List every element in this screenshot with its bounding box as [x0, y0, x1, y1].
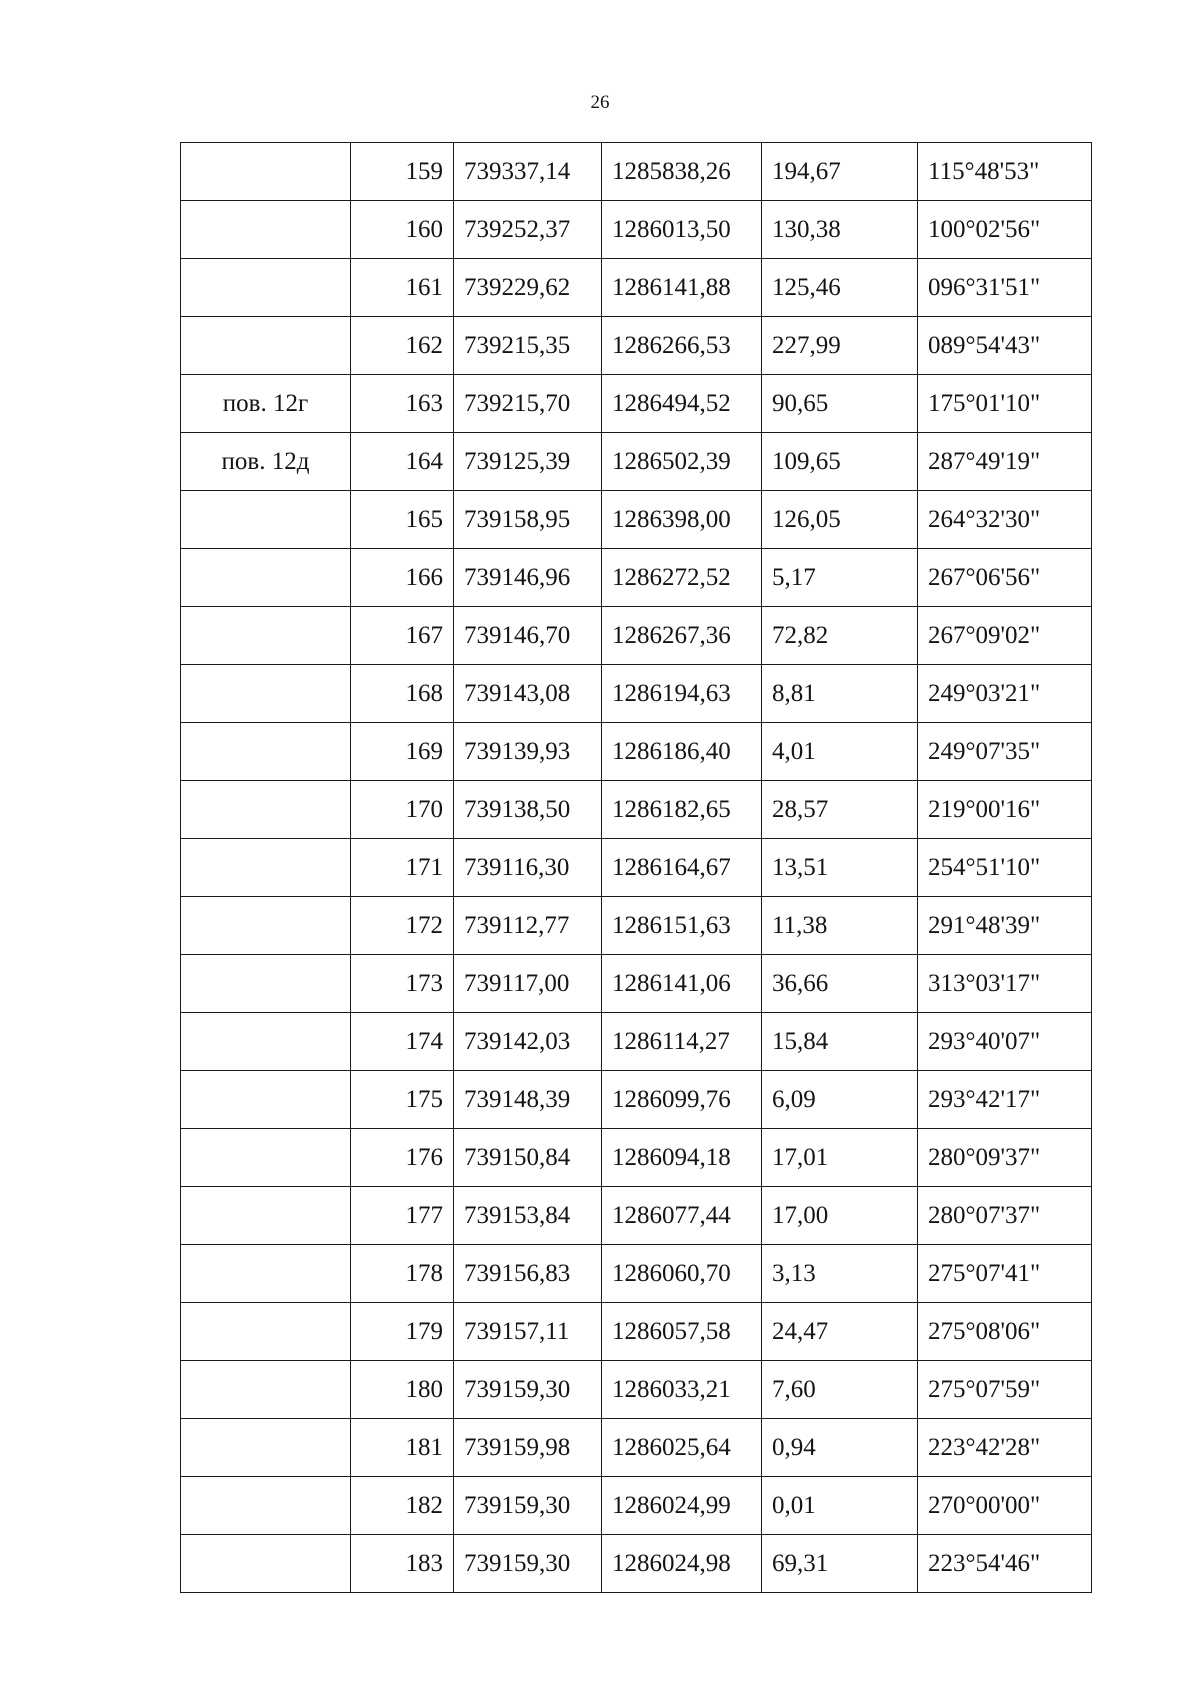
distance-cell: 4,01 [762, 723, 918, 781]
y-coordinate-cell: 1286024,98 [602, 1535, 762, 1593]
y-coordinate-cell: 1286186,40 [602, 723, 762, 781]
distance-cell: 15,84 [762, 1013, 918, 1071]
distance-cell: 125,46 [762, 259, 918, 317]
y-coordinate-cell: 1286141,06 [602, 955, 762, 1013]
direction-angle-cell: 280°07'37" [918, 1187, 1092, 1245]
point-number-cell: 179 [351, 1303, 454, 1361]
y-coordinate-cell: 1286057,58 [602, 1303, 762, 1361]
point-number-cell: 173 [351, 955, 454, 1013]
point-number-cell: 168 [351, 665, 454, 723]
distance-cell: 24,47 [762, 1303, 918, 1361]
direction-angle-cell: 293°40'07" [918, 1013, 1092, 1071]
x-coordinate-cell: 739142,03 [454, 1013, 602, 1071]
turn-label-cell [181, 1245, 351, 1303]
turn-label-cell [181, 549, 351, 607]
x-coordinate-cell: 739157,11 [454, 1303, 602, 1361]
table-row [181, 723, 1092, 781]
y-coordinate-cell: 1286141,88 [602, 259, 762, 317]
table-row [181, 317, 1092, 375]
direction-angle-cell: 254°51'10" [918, 839, 1092, 897]
x-coordinate-cell: 739138,50 [454, 781, 602, 839]
point-number-cell: 180 [351, 1361, 454, 1419]
x-coordinate-cell: 739143,08 [454, 665, 602, 723]
x-coordinate-cell: 739215,35 [454, 317, 602, 375]
page-number: 26 [590, 92, 610, 113]
point-number-cell: 182 [351, 1477, 454, 1535]
x-coordinate-cell: 739117,00 [454, 955, 602, 1013]
x-coordinate-cell: 739153,84 [454, 1187, 602, 1245]
y-coordinate-cell: 1286398,00 [602, 491, 762, 549]
distance-cell: 36,66 [762, 955, 918, 1013]
turn-label-cell [181, 1187, 351, 1245]
direction-angle-cell: 100°02'56" [918, 201, 1092, 259]
x-coordinate-cell: 739159,30 [454, 1535, 602, 1593]
point-number-cell: 162 [351, 317, 454, 375]
turn-label-cell [181, 607, 351, 665]
turn-label-cell [181, 665, 351, 723]
direction-angle-cell: 267°09'02" [918, 607, 1092, 665]
turn-label-cell [181, 1477, 351, 1535]
x-coordinate-cell: 739146,96 [454, 549, 602, 607]
table-row [181, 259, 1092, 317]
point-number-cell: 161 [351, 259, 454, 317]
distance-cell: 6,09 [762, 1071, 918, 1129]
x-coordinate-cell: 739150,84 [454, 1129, 602, 1187]
y-coordinate-cell: 1286272,52 [602, 549, 762, 607]
x-coordinate-cell: 739112,77 [454, 897, 602, 955]
turn-label-cell [181, 317, 351, 375]
y-coordinate-cell: 1286151,63 [602, 897, 762, 955]
distance-cell: 8,81 [762, 665, 918, 723]
y-coordinate-cell: 1285838,26 [602, 143, 762, 201]
direction-angle-cell: 275°07'41" [918, 1245, 1092, 1303]
x-coordinate-cell: 739116,30 [454, 839, 602, 897]
table-row [181, 665, 1092, 723]
point-number-cell: 159 [351, 143, 454, 201]
coordinates-table [180, 142, 1092, 1593]
y-coordinate-cell: 1286060,70 [602, 1245, 762, 1303]
turn-label-cell [181, 839, 351, 897]
direction-angle-cell: 249°03'21" [918, 665, 1092, 723]
distance-cell: 0,94 [762, 1419, 918, 1477]
turn-label-cell [181, 1535, 351, 1593]
y-coordinate-cell: 1286077,44 [602, 1187, 762, 1245]
y-coordinate-cell: 1286025,64 [602, 1419, 762, 1477]
direction-angle-cell: 275°08'06" [918, 1303, 1092, 1361]
table-row [181, 1303, 1092, 1361]
point-number-cell: 177 [351, 1187, 454, 1245]
distance-cell: 3,13 [762, 1245, 918, 1303]
x-coordinate-cell: 739125,39 [454, 433, 602, 491]
distance-cell: 11,38 [762, 897, 918, 955]
y-coordinate-cell: 1286266,53 [602, 317, 762, 375]
turn-label-cell [181, 781, 351, 839]
turn-label-cell [181, 259, 351, 317]
turn-label-cell [181, 491, 351, 549]
point-number-cell: 181 [351, 1419, 454, 1477]
distance-cell: 69,31 [762, 1535, 918, 1593]
point-number-cell: 170 [351, 781, 454, 839]
distance-cell: 0,01 [762, 1477, 918, 1535]
point-number-cell: 164 [351, 433, 454, 491]
turn-label-cell [181, 955, 351, 1013]
point-number-cell: 160 [351, 201, 454, 259]
y-coordinate-cell: 1286024,99 [602, 1477, 762, 1535]
table-row [181, 607, 1092, 665]
x-coordinate-cell: 739158,95 [454, 491, 602, 549]
x-coordinate-cell: 739148,39 [454, 1071, 602, 1129]
direction-angle-cell: 280°09'37" [918, 1129, 1092, 1187]
direction-angle-cell: 293°42'17" [918, 1071, 1092, 1129]
turn-label-cell: пов. 12г [181, 375, 351, 433]
table-row [181, 549, 1092, 607]
table-row [181, 1477, 1092, 1535]
point-number-cell: 178 [351, 1245, 454, 1303]
table-row [181, 1013, 1092, 1071]
coordinates-table-body [181, 143, 1092, 1593]
y-coordinate-cell: 1286033,21 [602, 1361, 762, 1419]
distance-cell: 90,65 [762, 375, 918, 433]
turn-label-cell [181, 1361, 351, 1419]
turn-label-cell [181, 1071, 351, 1129]
x-coordinate-cell: 739159,98 [454, 1419, 602, 1477]
point-number-cell: 171 [351, 839, 454, 897]
direction-angle-cell: 249°07'35" [918, 723, 1092, 781]
direction-angle-cell: 264°32'30" [918, 491, 1092, 549]
point-number-cell: 175 [351, 1071, 454, 1129]
distance-cell: 28,57 [762, 781, 918, 839]
y-coordinate-cell: 1286099,76 [602, 1071, 762, 1129]
turn-label-cell [181, 897, 351, 955]
point-number-cell: 172 [351, 897, 454, 955]
direction-angle-cell: 287°49'19" [918, 433, 1092, 491]
point-number-cell: 166 [351, 549, 454, 607]
point-number-cell: 174 [351, 1013, 454, 1071]
turn-label-cell [181, 1013, 351, 1071]
table-row [181, 201, 1092, 259]
point-number-cell: 169 [351, 723, 454, 781]
x-coordinate-cell: 739215,70 [454, 375, 602, 433]
point-number-cell: 167 [351, 607, 454, 665]
y-coordinate-cell: 1286267,36 [602, 607, 762, 665]
table-row [181, 1535, 1092, 1593]
turn-label-cell [181, 723, 351, 781]
distance-cell: 194,67 [762, 143, 918, 201]
turn-label-cell [181, 143, 351, 201]
direction-angle-cell: 270°00'00" [918, 1477, 1092, 1535]
table-row [181, 1245, 1092, 1303]
point-number-cell: 176 [351, 1129, 454, 1187]
x-coordinate-cell: 739229,62 [454, 259, 602, 317]
turn-label-cell [181, 1419, 351, 1477]
distance-cell: 13,51 [762, 839, 918, 897]
direction-angle-cell: 219°00'16" [918, 781, 1092, 839]
table-row [181, 143, 1092, 201]
distance-cell: 72,82 [762, 607, 918, 665]
table-row [181, 1071, 1092, 1129]
turn-label-cell [181, 1303, 351, 1361]
y-coordinate-cell: 1286013,50 [602, 201, 762, 259]
point-number-cell: 183 [351, 1535, 454, 1593]
distance-cell: 109,65 [762, 433, 918, 491]
distance-cell: 126,05 [762, 491, 918, 549]
x-coordinate-cell: 739139,93 [454, 723, 602, 781]
x-coordinate-cell: 739159,30 [454, 1361, 602, 1419]
direction-angle-cell: 291°48'39" [918, 897, 1092, 955]
table-row [181, 1187, 1092, 1245]
distance-cell: 227,99 [762, 317, 918, 375]
turn-label-cell [181, 1129, 351, 1187]
y-coordinate-cell: 1286114,27 [602, 1013, 762, 1071]
point-number-cell: 163 [351, 375, 454, 433]
point-number-cell: 165 [351, 491, 454, 549]
y-coordinate-cell: 1286494,52 [602, 375, 762, 433]
table-row [181, 1361, 1092, 1419]
direction-angle-cell: 223°42'28" [918, 1419, 1092, 1477]
x-coordinate-cell: 739337,14 [454, 143, 602, 201]
y-coordinate-cell: 1286182,65 [602, 781, 762, 839]
turn-label-cell [181, 201, 351, 259]
direction-angle-cell: 223°54'46" [918, 1535, 1092, 1593]
direction-angle-cell: 089°54'43" [918, 317, 1092, 375]
distance-cell: 130,38 [762, 201, 918, 259]
turn-label-cell: пов. 12д [181, 433, 351, 491]
distance-cell: 5,17 [762, 549, 918, 607]
direction-angle-cell: 115°48'53" [918, 143, 1092, 201]
y-coordinate-cell: 1286194,63 [602, 665, 762, 723]
table-row [181, 1419, 1092, 1477]
x-coordinate-cell: 739252,37 [454, 201, 602, 259]
table-row [181, 433, 1092, 491]
y-coordinate-cell: 1286094,18 [602, 1129, 762, 1187]
x-coordinate-cell: 739159,30 [454, 1477, 602, 1535]
table-row [181, 375, 1092, 433]
table-row [181, 955, 1092, 1013]
direction-angle-cell: 275°07'59" [918, 1361, 1092, 1419]
y-coordinate-cell: 1286502,39 [602, 433, 762, 491]
x-coordinate-cell: 739156,83 [454, 1245, 602, 1303]
y-coordinate-cell: 1286164,67 [602, 839, 762, 897]
direction-angle-cell: 313°03'17" [918, 955, 1092, 1013]
direction-angle-cell: 096°31'51" [918, 259, 1092, 317]
table-row [181, 491, 1092, 549]
table-row [181, 781, 1092, 839]
direction-angle-cell: 175°01'10" [918, 375, 1092, 433]
table-row [181, 1129, 1092, 1187]
table-row [181, 839, 1092, 897]
distance-cell: 7,60 [762, 1361, 918, 1419]
direction-angle-cell: 267°06'56" [918, 549, 1092, 607]
table-row [181, 897, 1092, 955]
distance-cell: 17,00 [762, 1187, 918, 1245]
x-coordinate-cell: 739146,70 [454, 607, 602, 665]
distance-cell: 17,01 [762, 1129, 918, 1187]
